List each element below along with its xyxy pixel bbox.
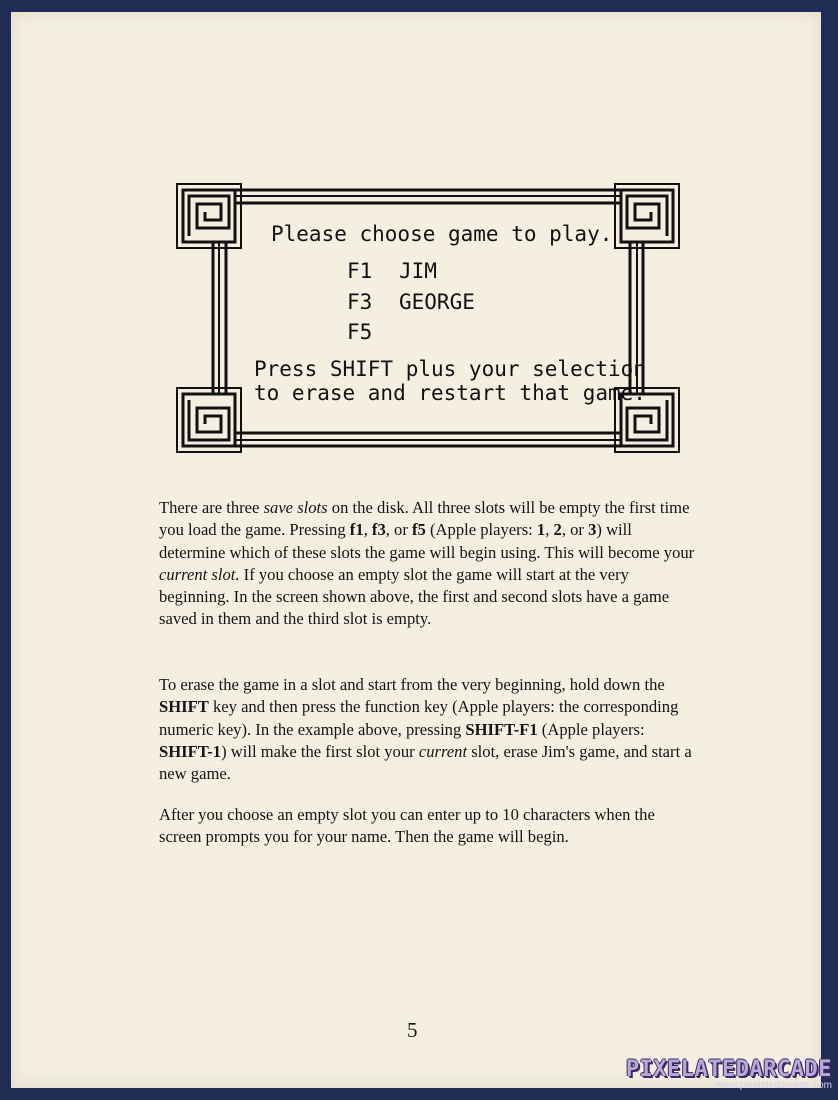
- watermark-logo: PIXELATEDARCADE: [625, 1057, 832, 1082]
- italic-term: save slots: [263, 498, 328, 517]
- italic-term: current: [418, 741, 468, 761]
- bold-term: f3: [371, 520, 386, 540]
- paragraph-enter-name: [159, 804, 699, 849]
- paragraph-save-slots: [159, 497, 699, 631]
- bold-term: f1: [349, 520, 364, 540]
- italic-term: current slot.: [159, 564, 240, 584]
- bold-term: SHIFT-F1: [465, 719, 538, 739]
- screen-title: Please choose game to play.: [271, 222, 613, 246]
- slot-key: F3: [347, 290, 373, 314]
- bold-term: SHIFT: [159, 697, 209, 717]
- slot-key: F1: [347, 259, 373, 283]
- page-number: 5: [407, 1018, 418, 1042]
- slot-name: JIM: [399, 259, 437, 283]
- slot-name: GEORGE: [399, 290, 475, 314]
- bold-term: 2: [553, 520, 562, 540]
- erase-instruction-line1: Press SHIFT plus your selection: [254, 357, 646, 381]
- manual-page: [11, 12, 821, 1088]
- paragraph-erase-game: [159, 674, 699, 785]
- paragraph-text: After you choose an empty slot you can enter up to 10 characters when the screen prompts you for your name. Then the game will begin.: [159, 805, 655, 847]
- paragraph-text: There are three save slots on the disk. All three slots will be empty the first time you load the game. Pressing f1, f3, or f5 (Apple players: 1, 2, or 3) will determine which of these slots the game will begin using. This will become your current slot. If you choose an empty slot the game will start at the very beginning. In the screen shown above, the first and second slots have a game saved in them and the third slot is empty.: [159, 498, 695, 629]
- watermark-url: www.pixelatedarcade.com: [715, 1080, 832, 1091]
- watermark: [626, 1057, 832, 1091]
- bold-term: 1: [536, 520, 546, 540]
- game-screen-illustration: [171, 178, 685, 458]
- bold-term: SHIFT-1: [159, 741, 222, 761]
- paragraph-text: To erase the game in a slot and start from the very beginning, hold down the SHIFT key and then press the function key (Apple players: the corresponding numeric key). In the example above, pressing SHIFT-F1 (Apple players: SHIFT-1) will make the first slot your current slot, erase Jim's game, and start a new game.: [159, 675, 692, 784]
- bold-term: f5: [412, 520, 426, 540]
- slot-key: F5: [347, 320, 373, 344]
- erase-instruction-line2: to erase and restart that game.: [254, 381, 646, 405]
- bold-term: 3: [588, 520, 597, 540]
